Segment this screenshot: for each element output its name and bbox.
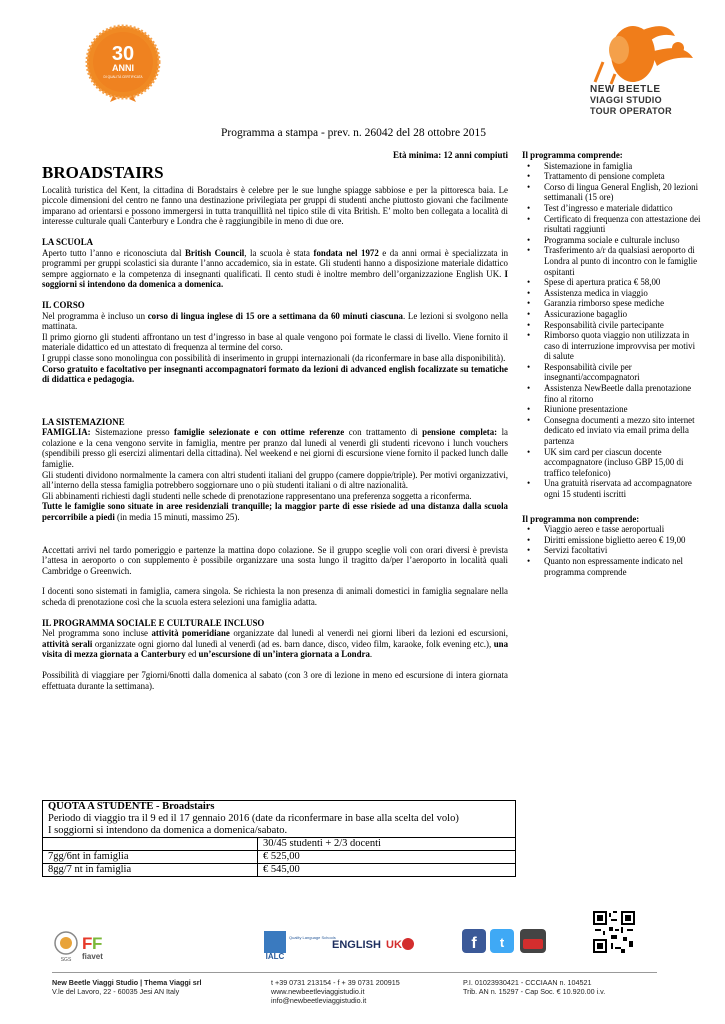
list-item: [522, 362, 702, 383]
english-uk-logo-icon: [332, 938, 414, 951]
footer-phone: t +39 0731 213154 - f + 39 0731 200915: [271, 978, 400, 987]
accommodation-heading: LA SISTEMAZIONE: [42, 416, 125, 427]
list-item-text: Rimborso quota viaggio non utilizzata in caso di interruzione improvvisa per motivi di salute: [544, 330, 696, 362]
list-item: [522, 545, 702, 556]
list-item-text: Sistemazione in famiglia: [544, 160, 633, 171]
badge-sub: DI QUALITÀ CERTIFICATA: [103, 75, 143, 79]
list-item: [522, 478, 702, 499]
program-paragraph: Nel programma sono incluse attività pomeridiane organizzate dal lunedì al venerdì nei giorni liberi da lezioni ed escursioni, attività serali organizzate ogni giorno dal lunedì al venerdì (ad es. barn dance, disco, video film, karaoke, folk evening etc.), una visita di mezza giornata a Canterbury ed un’escursione di un’intera giornata a Londra.: [42, 628, 509, 660]
list-item: [522, 171, 702, 182]
list-item-text: Spese di apertura pratica € 58,00: [544, 277, 661, 288]
youtube-icon[interactable]: [520, 929, 546, 953]
list-item: [522, 235, 702, 246]
bullet-icon: •: [527, 545, 531, 556]
list-item: [522, 535, 702, 546]
list-item: [522, 404, 702, 415]
list-item-text: Garanzia rimborso spese mediche: [544, 298, 665, 309]
list-item: [522, 320, 702, 331]
list-item-text: Trattamento di pensione completa: [544, 171, 665, 182]
list-item-text: Responsabilità civile per insegnanti/accompagnatori: [544, 361, 640, 383]
quote-col-header: 30/45 studenti + 2/3 docenti: [258, 838, 516, 851]
bullet-icon: •: [527, 277, 531, 288]
bullet-icon: •: [527, 160, 531, 171]
bullet-icon: •: [527, 319, 531, 330]
list-item-text: Riunione presentazione: [544, 404, 628, 415]
options-paragraph: Possibilità di viaggiare per 7giorni/6notti dalla domenica al sabato (con 3 ore di lezione in meno ed escursione di intera giornata effettuata durante la settimana).: [42, 669, 508, 691]
svg-text:SGS: SGS: [60, 957, 72, 963]
list-item: [522, 330, 702, 362]
svg-text:F: F: [82, 934, 93, 953]
table-row: [43, 864, 516, 877]
list-item-text: Certificato di frequenza con attestazione dei risultati raggiunti: [544, 213, 701, 235]
list-item-text: UK sim card per ciascun docente accompagnatore (incluso GBP 15,00 di traffico telefonico): [544, 446, 684, 478]
bullet-icon: •: [527, 202, 531, 213]
list-item: [522, 245, 702, 277]
bullet-icon: •: [527, 287, 531, 298]
list-item: [522, 309, 702, 320]
logo-text: [590, 84, 672, 117]
list-item-text: Test d’ingresso e materiale didattico: [544, 202, 673, 213]
teachers-paragraph: I docenti sono sistemati in famiglia, camera singola. Se richiesta la non presenza di animali domestici in famiglia segnalare nella scheda di prenotazione così che la scuola estera selezioni una famiglia adatta.: [42, 586, 508, 607]
course-heading: IL CORSO: [42, 299, 85, 310]
bullet-icon: •: [527, 555, 531, 566]
row-label: 8gg/7 nt in famiglia: [43, 864, 258, 877]
bullet-icon: •: [527, 478, 531, 489]
footer-legal-block: [463, 978, 605, 996]
list-item-text: Viaggio aereo e tasse aeroportuali: [544, 524, 665, 535]
quote-empty-cell: [43, 838, 258, 851]
svg-text:f: f: [471, 935, 477, 952]
bullet-icon: •: [527, 404, 531, 415]
includes-title: Il programma comprende:: [522, 150, 623, 160]
footer-company-block: [52, 978, 202, 996]
accommodation-paragraph-3: Gli abbinamenti richiesti dagli studenti nelle schede di prenotazione rappresentano una preferenza soggetta a riconferma.: [42, 490, 472, 501]
list-item: [522, 524, 702, 535]
badge-word: ANNI: [112, 63, 134, 73]
bullet-icon: •: [527, 171, 531, 182]
footer-logos: [52, 925, 652, 965]
footer-web[interactable]: www.newbeetleviaggistudio.it: [271, 987, 365, 996]
intro-paragraph: Località turistica del Kent, la cittadina di Boradstairs è celebre per le sue lunghe spiagge sabbiose e per la pittoresca baia. Le piccole dimensioni del centro ne fanno una destinazione privilegiata per gruppi di studenti anche piuttosto giovani che facilmente imparano ad orientarsi e possono immergersi in tutta tranquillità nel tipico stile di vita British. E’ molto ben collegata a località di interesse culturale quali Canterbury e Londra che è raggiungibile in meno di due ore.: [42, 184, 508, 227]
list-item-text: Una gratuità riservata ad accompagnatore ogni 15 studenti iscritti: [544, 478, 692, 499]
accommodation-paragraph-4: Tutte le famiglie sono situate in aree residenziali tranquille; la maggior parte di esse risiede ad una distanza dalla scuola percorribile a piedi (in media 15 minuti, massimo 25).: [42, 501, 508, 523]
accommodation-paragraph-1: FAMIGLIA: Sistemazione presso famiglie selezionate e con ottime referenze con trattamento di pensione completa: la colazione e la cena vengono servite in famiglia, mentre per pranzo dal lunedì al venerdì gli studenti ricevono i lunch vouchers (spendibili presso gli esercizi alimentari della cittadina). Nel weekend e nei giorni di escursione viene fornito il packed lunch dalle famiglie.: [42, 427, 508, 470]
accommodation-paragraph-2: Gli studenti dividono normalmente la camera con altri studenti italiani del gruppo (camere doppie/triple). Per motivi organizzativi, all’interno della stessa famiglia potrebbero soggiornare uno o più studenti italiani o di altre nazionalità.: [42, 469, 508, 491]
bullet-icon: •: [527, 181, 531, 192]
quote-title: QUOTA A STUDENTE - Broadstairs: [48, 801, 215, 812]
footer-company: New Beetle Viaggi Studio | Thema Viaggi srl: [52, 978, 202, 987]
list-item-text: Consegna documenti a mezzo sito internet dedicato ed inviato via email prima della partenza: [544, 414, 695, 447]
sidebar: [522, 150, 702, 577]
course-paragraph-4: Corso gratuito e facoltativo per insegnanti accompagnatori formato da lezioni di advanced english focalizzate su tematiche di didattica e pedagogia.: [42, 363, 508, 385]
bullet-icon: •: [527, 234, 531, 245]
school-paragraph: Aperto tutto l’anno e riconosciuta dal British Council, la scuola è stata fondata nel 1972 e da anni ormai è specializzata in programmi per gruppi scolastici sia durante l’anno accademico, sia in estate. Gli studenti hanno a disposizione materiale didattico sempre aggiornato e la competenza di insegnanti qualificati. Il cento studi è inoltre membro dell’organizzazione English UK. I soggiorni si intendono da domenica a domenica.: [42, 247, 509, 290]
list-item: [522, 383, 702, 404]
footer-contact-block: [271, 978, 400, 1005]
course-paragraph-2: Il primo giorno gli studenti affrontano un test d’ingresso in base al quale vengono poi formate le classi di livello. Viene fornito il materiale didattico ed un attestato di frequenza al termine del corso.: [42, 331, 508, 353]
bullet-icon: •: [527, 383, 531, 394]
list-item-text: Assistenza NewBeetle dalla prenotazione fino al ritorno: [544, 383, 692, 404]
fiavet-logo-icon: [82, 934, 103, 961]
bullet-icon: •: [527, 524, 531, 535]
excludes-list: [522, 524, 702, 577]
list-item-text: Assicurazione bagaglio: [544, 308, 628, 319]
row-price: € 545,00: [258, 864, 516, 877]
list-item-text: Programma sociale e culturale incluso: [544, 234, 680, 245]
svg-text:t: t: [499, 935, 505, 950]
main-content: [42, 150, 508, 691]
bullet-icon: •: [527, 330, 531, 341]
print-reference: Programma a stampa - prev. n. 26042 del 28 ottobre 2015: [221, 127, 486, 139]
logo-line3: TOUR OPERATOR: [590, 106, 672, 116]
svg-text:UK: UK: [386, 939, 402, 951]
footer-divider: [52, 972, 657, 973]
svg-text:ENGLISH: ENGLISH: [332, 939, 381, 951]
list-item-text: Assistenza medica in viaggio: [544, 287, 648, 298]
list-item-text: Diritti emissione biglietto aereo € 19,00: [544, 534, 686, 545]
footer-piva: P.I. 01023930421 - CCCIAAN n. 104521: [463, 978, 592, 987]
svg-text:Quality Language Schools: Quality Language Schools: [289, 935, 336, 940]
table-row: [43, 851, 516, 864]
svg-text:F: F: [92, 934, 103, 953]
quote-note: I soggiorni si intendono da domenica a domenica/sabato.: [48, 825, 288, 836]
logo-line2: VIAGGI STUDIO: [590, 95, 662, 105]
list-item: [522, 556, 702, 577]
bullet-icon: •: [527, 298, 531, 309]
includes-list: [522, 161, 702, 500]
list-item: [522, 415, 702, 447]
program-heading: IL PROGRAMMA SOCIALE E CULTURALE INCLUSO: [42, 617, 265, 628]
list-item: [522, 447, 702, 479]
quote-header: [43, 801, 516, 838]
thirty-years-badge-icon: [83, 22, 163, 102]
bullet-icon: •: [527, 245, 531, 256]
list-item: [522, 203, 702, 214]
footer-email[interactable]: info@newbeetleviaggistudio.it: [271, 996, 367, 1005]
school-heading: LA SCUOLA: [42, 236, 94, 247]
bullet-icon: •: [527, 534, 531, 545]
list-item: [522, 161, 702, 172]
bullet-icon: •: [527, 414, 531, 425]
footer-address: V.le del Lavoro, 22 - 60035 Jesi AN Italy: [52, 987, 180, 996]
list-item: [522, 214, 702, 235]
course-paragraph-1: Nel programma è incluso un corso di lingua inglese di 15 ore a settimana da 60 minuti ciascuna. Le lezioni si svolgono nella mattinata.: [42, 310, 508, 332]
quote-table: [42, 800, 516, 877]
row-label: 7gg/6nt in famiglia: [43, 851, 258, 864]
quote-period: Periodo di viaggio tra il 9 ed il 17 gennaio 2016 (date da riconfermare in base alla scelta del volo): [48, 813, 459, 824]
ialc-logo-icon: [264, 931, 336, 961]
badge-number: 30: [111, 43, 135, 65]
list-item-text: Corso di lingua General English, 20 lezioni settimanali (15 ore): [544, 181, 699, 203]
page-title: BROADSTAIRS: [42, 162, 164, 182]
svg-text:fiavet: fiavet: [82, 952, 103, 961]
list-item-text: Responsabilità civile partecipante: [544, 319, 664, 330]
logo-line1: NEW BEETLE: [590, 84, 661, 95]
qr-code-icon: [593, 911, 635, 953]
course-paragraph-3: I gruppi classe sono monolingua con possibilità di inserimento in gruppi internazionali (da riconfermare in base alla disponibilità).: [42, 352, 506, 363]
list-item: [522, 288, 702, 299]
bullet-icon: •: [527, 213, 531, 224]
footer-trib: Trib. AN n. 15297 - Cap Soc. € 10.920.00 i.v.: [463, 987, 606, 996]
list-item-text: Servizi facoltativi: [544, 545, 608, 556]
twitter-icon[interactable]: [490, 929, 514, 953]
excludes-title: Il programma non comprende:: [522, 513, 640, 524]
list-item: [522, 182, 702, 203]
list-item: [522, 277, 702, 288]
arrivals-paragraph: Accettati arrivi nel tardo pomeriggio e partenze la mattina dopo colazione. Se il gruppo sceglie voli con orari diversi è prevista l’attesa in aeroporto o con supplemento è possibile organizzare una sosta lungo il tragitto da/per l’aeroporto in località quali Cambridge o Greenwich.: [42, 544, 508, 576]
facebook-icon[interactable]: [462, 929, 486, 953]
bullet-icon: •: [527, 446, 531, 457]
bullet-icon: •: [527, 308, 531, 319]
list-item-text: Trasferimento a/r da qualsiasi aeroporto di Londra al punto di incontro con le famiglie ospitanti: [544, 245, 698, 277]
list-item: [522, 298, 702, 309]
sgs-logo-icon: [55, 932, 77, 963]
min-age: Età minima: 12 anni compiuti: [392, 150, 508, 160]
svg-text:IALC: IALC: [265, 952, 285, 961]
bullet-icon: •: [527, 361, 531, 372]
list-item-text: Quanto non espressamente indicato nel programma comprende: [544, 555, 684, 577]
row-price: € 525,00: [258, 851, 516, 864]
